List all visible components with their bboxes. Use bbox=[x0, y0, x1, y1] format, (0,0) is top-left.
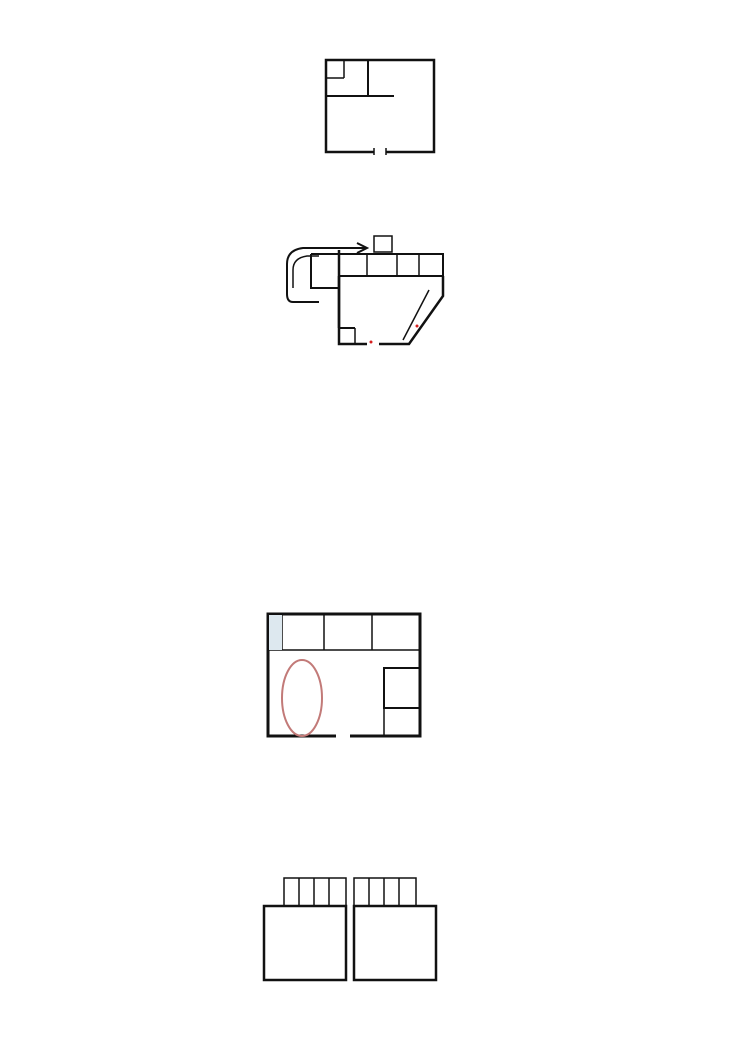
floor-plan-figure-9 bbox=[262, 874, 442, 984]
red-marker bbox=[416, 325, 419, 328]
floor-plan-figure-7 bbox=[279, 232, 449, 352]
red-marker bbox=[370, 341, 373, 344]
floor-plan-figure-8 bbox=[264, 610, 424, 740]
floor-plan-top bbox=[322, 56, 438, 156]
